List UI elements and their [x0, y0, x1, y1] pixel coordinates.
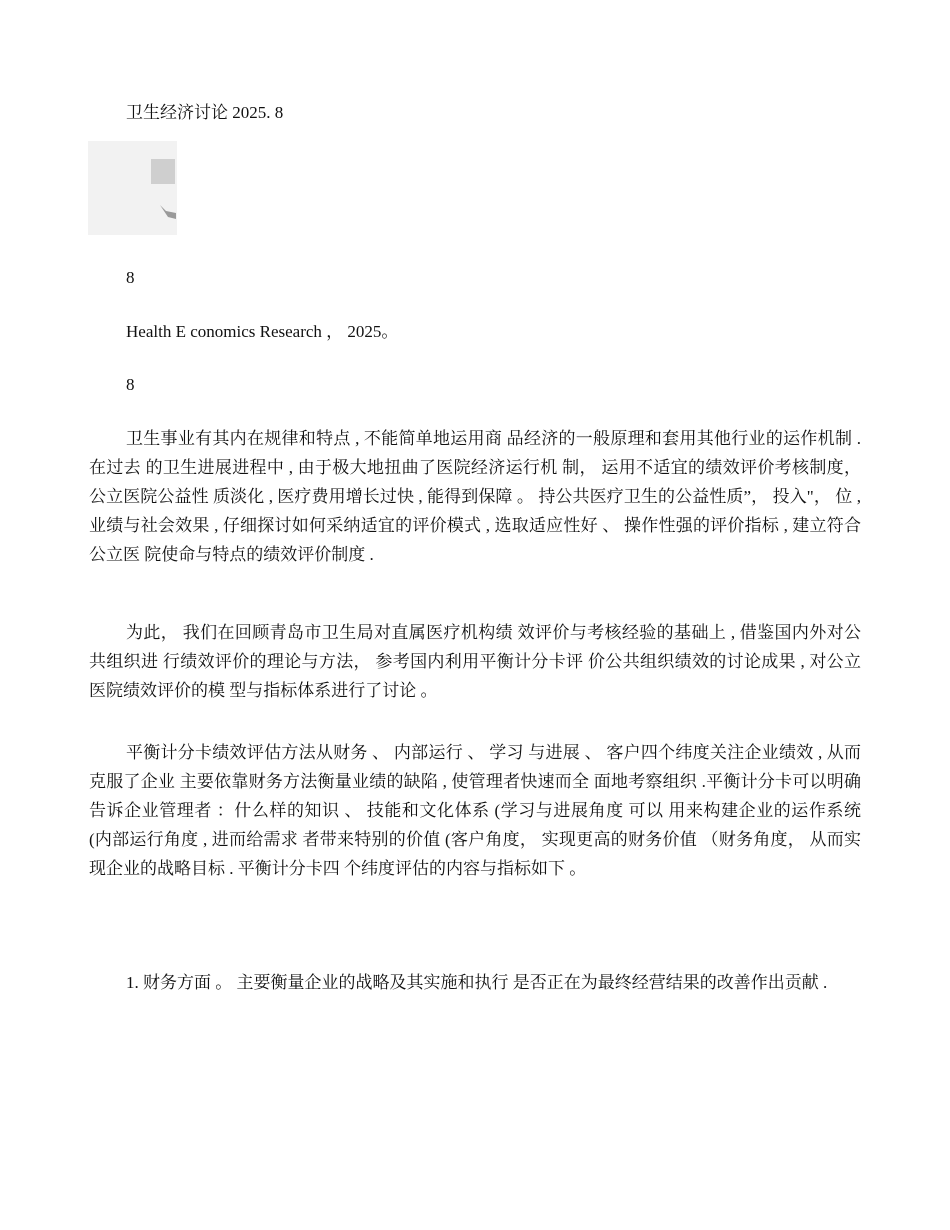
image-fragment-icon — [158, 203, 177, 223]
body-paragraph: 为此， 我们在回顾青岛市卫生局对直属医疗机构绩 效评价与考核经验的基础上 , 借鉴国内外对公共组织进 行绩效评价的理论与方法， 参考国内利用平衡计分卡评 价公共组织绩效的讨论成果 , 对公立医院绩效评价的模 型与指标体系进行了讨论 。 — [89, 623, 861, 700]
body-paragraph: 平衡计分卡绩效评估方法从财务 、 内部运行 、 学习 与进展 、 客户四个纬度关注企业绩效 , 从而克服了企业 主要依靠财务方法衡量业绩的缺陷 , 使管理者快速而全 面地考察组织 .平衡计分卡可以明确告诉企业管理者 ：什么样的知识 、 技能和文化体系 (学习与进展角度 可以 用来构建企业的运作系统 (内部运行角度 , 进而给需求 者带来特别的价值 (客户角度， 实现更高的财务价值 （财务角度， 从而实现企业的战略目标 . 平衡计分卡四 个纬度评估的内容与指标如下 。 — [89, 743, 861, 878]
image-placeholder-icon — [151, 159, 175, 184]
journal-header: 卫生经济讨论 2025. 8 — [126, 103, 284, 122]
figure-image — [88, 141, 177, 235]
journal-english-title: Health E conomics Research ， 2025。 — [126, 322, 399, 341]
body-paragraph: 1. 财务方面 。 主要衡量企业的战略及其实施和执行 是否正在为最终经营结果的改善作出贡献 . — [126, 973, 828, 992]
page-number: 8 — [126, 268, 135, 287]
body-paragraph: 卫生事业有其内在规律和特点 , 不能简单地运用商 品经济的一般原理和套用其他行业的运作机制 . 在过去 的卫生进展进程中 , 由于极大地扭曲了医院经济运行机 制， 运用不适宜的绩效评价考核制度， 公立医院公益性 质淡化 , 医疗费用增长过快 , 能得到保障 。 持公共医疗卫生的公益性质”， 投入"， 位 , 业绩与社会效果 , 仔细探讨如何采纳适宜的评价模式 , 选取适应性好 、 操作性强的评价指标 , 建立符合公立医 院使命与特点的绩效评价制度 . — [89, 429, 861, 564]
page-number-repeat: 8 — [126, 375, 135, 394]
